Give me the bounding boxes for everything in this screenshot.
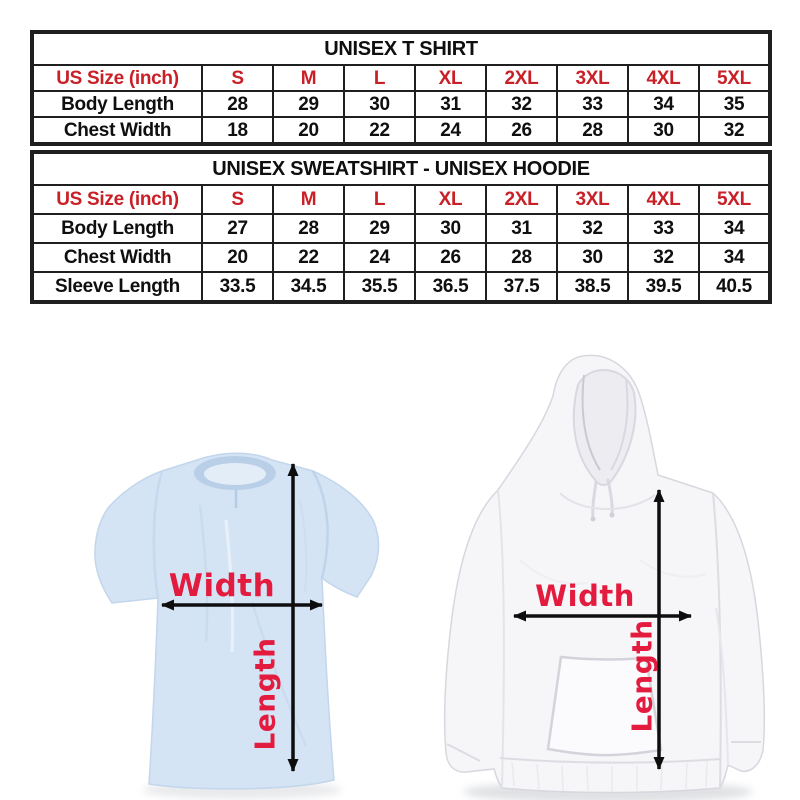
cell-value: 36.5 [415,272,486,302]
column-header: 5XL [699,185,770,214]
cell-value: 18 [202,117,273,144]
row-label: Body Length [32,91,202,117]
column-header: 4XL [628,185,699,214]
column-header: US Size (inch) [32,65,202,91]
table-header-row [32,65,770,91]
hoodie-size-table [30,150,772,304]
table-row [32,272,770,302]
cell-value: 33 [557,91,628,117]
cell-value: 28 [557,117,628,144]
cell-value: 35.5 [344,272,415,302]
table-row [32,91,770,117]
cell-value: 34 [699,214,770,243]
table-row [32,243,770,272]
column-header: L [344,185,415,214]
column-header: 3XL [557,185,628,214]
cell-value: 30 [628,117,699,144]
cell-value: 34 [699,243,770,272]
table-title-row [32,152,770,185]
cell-value: 24 [344,243,415,272]
hoodie-length-label: Length [625,619,659,733]
cell-value: 39.5 [628,272,699,302]
cell-value: 29 [344,214,415,243]
column-header: S [202,65,273,91]
cell-value: 28 [486,243,557,272]
cell-value: 22 [273,243,344,272]
column-header: US Size (inch) [32,185,202,214]
column-header: 3XL [557,65,628,91]
cell-value: 30 [344,91,415,117]
table-header-row [32,185,770,214]
cell-value: 26 [415,243,486,272]
cell-value: 28 [202,91,273,117]
cell-value: 27 [202,214,273,243]
cell-value: 24 [415,117,486,144]
table-title: UNISEX T SHIRT [32,32,770,65]
cell-value: 35 [699,91,770,117]
cell-value: 32 [557,214,628,243]
cell-value: 22 [344,117,415,144]
row-label: Sleeve Length [32,272,202,302]
table-row [32,214,770,243]
tshirt-length-label: Length [248,637,282,751]
column-header: M [273,65,344,91]
hoodie-width-label: Width [535,579,635,613]
cell-value: 30 [557,243,628,272]
cell-value: 32 [699,117,770,144]
column-header: 2XL [486,185,557,214]
tshirt-width-label: Width [168,568,276,604]
cell-value: 29 [273,91,344,117]
cell-value: 32 [628,243,699,272]
measurement-diagram [0,330,800,800]
cell-value: 32 [486,91,557,117]
row-label: Chest Width [32,243,202,272]
column-header: XL [415,65,486,91]
column-header: 5XL [699,65,770,91]
column-header: M [273,185,344,214]
table-title: UNISEX SWEATSHIRT - UNISEX HOODIE [32,152,770,185]
column-header: 4XL [628,65,699,91]
cell-value: 20 [202,243,273,272]
hoodie-illustration [445,355,765,792]
table-title-row [32,32,770,65]
cell-value: 33.5 [202,272,273,302]
cell-value: 34.5 [273,272,344,302]
cell-value: 20 [273,117,344,144]
cell-value: 31 [415,91,486,117]
cell-value: 38.5 [557,272,628,302]
tshirt-size-table [30,30,772,146]
row-label: Chest Width [32,117,202,144]
cell-value: 31 [486,214,557,243]
column-header: 2XL [486,65,557,91]
column-header: XL [415,185,486,214]
cell-value: 33 [628,214,699,243]
column-header: L [344,65,415,91]
cell-value: 37.5 [486,272,557,302]
cell-value: 34 [628,91,699,117]
tshirt-illustration [95,453,379,789]
cell-value: 28 [273,214,344,243]
row-label: Body Length [32,214,202,243]
cell-value: 26 [486,117,557,144]
table-row [32,117,770,144]
cell-value: 30 [415,214,486,243]
cell-value: 40.5 [699,272,770,302]
column-header: S [202,185,273,214]
